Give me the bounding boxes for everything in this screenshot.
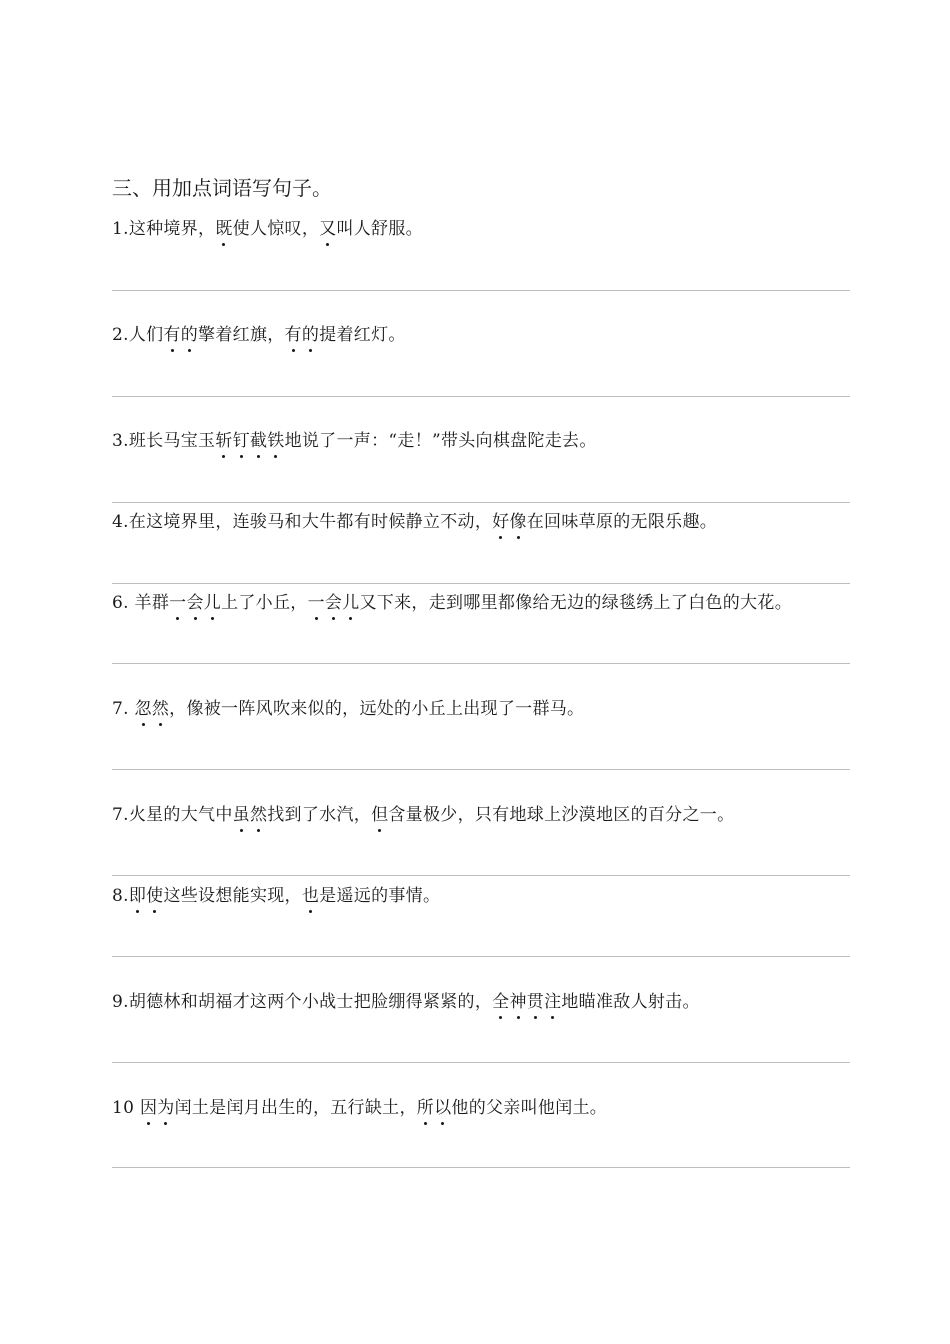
emphasized-char: 有 [284, 325, 302, 345]
sentence-text: 7.火星的大气中 [112, 805, 233, 825]
answer-line [112, 396, 850, 397]
sentence-4 [112, 507, 717, 532]
emphasized-char: 钉 [232, 431, 250, 451]
sentence-text: 提着红灯。 [319, 325, 406, 345]
sentence-text: 2.人们 [112, 325, 164, 345]
emphasized-char: 斩 [215, 431, 233, 451]
emphasized-char: 一 [307, 593, 325, 613]
sentence-3 [112, 426, 597, 451]
sentence-text: 这些设想能实现， [163, 886, 302, 906]
answer-line [112, 875, 850, 876]
emphasized-char: 注 [544, 992, 562, 1012]
emphasized-char: 截 [249, 431, 268, 451]
sentence-text: 4.在这境界里，连骏马和大牛都有时候静立不动， [112, 512, 493, 532]
emphasized-char: 的 [301, 325, 320, 345]
sentence-5 [112, 588, 792, 613]
emphasized-char: 铁 [267, 431, 285, 451]
answer-line [112, 502, 850, 503]
sentence-text: 含量极少，只有地球上沙漠地区的百分之一。 [388, 805, 735, 825]
emphasized-char: 既 [215, 219, 233, 239]
emphasized-char: 神 [509, 992, 527, 1012]
sentence-6 [112, 694, 584, 719]
emphasized-char: 儿 [342, 593, 360, 613]
answer-line [112, 1167, 850, 1168]
answer-line [112, 1062, 850, 1063]
emphasized-char: 所 [416, 1098, 435, 1118]
emphasized-char: 使 [146, 886, 164, 906]
sentence-7 [112, 800, 734, 825]
emphasized-char: 为 [157, 1098, 175, 1118]
sentence-text: 擎着红旗， [198, 325, 285, 345]
sentence-text: ，像被一阵风吹来似的，远处的小丘上出现了一群马。 [169, 699, 585, 719]
exercise-heading: 三、用加点词语写句子。 [112, 176, 332, 200]
answer-line [112, 956, 850, 957]
sentence-text: 1.这种境界， [112, 219, 216, 239]
sentence-text: 地瞄准敌人射击。 [561, 992, 700, 1012]
emphasized-char: 会 [324, 593, 343, 613]
emphasized-char: 会 [186, 593, 204, 613]
sentence-text: 叫人舒服。 [336, 219, 423, 239]
sentence-text: 使人惊叹， [232, 219, 320, 239]
sentence-text: 7. [112, 699, 135, 719]
sentence-text: 是遥远的事情。 [319, 886, 441, 906]
emphasized-char: 然 [151, 699, 170, 719]
sentence-8 [112, 881, 440, 906]
sentence-text: 地说了一声：“走！”带头向棋盘陀走去。 [284, 431, 597, 451]
sentence-text: 8. [112, 886, 129, 906]
emphasized-char: 的 [180, 325, 199, 345]
sentence-text: 他的父亲叫他闰土。 [451, 1098, 608, 1118]
emphasized-char: 也 [301, 886, 320, 906]
sentence-2 [112, 320, 406, 345]
sentence-text: 9.胡德林和胡福才这两个小战士把脸绷得紧紧的， [112, 992, 493, 1012]
sentence-text: 上了小丘， [221, 593, 308, 613]
answer-line [112, 290, 850, 291]
emphasized-char: 以 [434, 1098, 452, 1118]
sentence-text: 又下来，走到哪里都像给无边的绿毯绣上了白色的大花。 [359, 593, 792, 613]
emphasized-char: 像 [509, 512, 527, 532]
emphasized-char: 贯 [526, 992, 545, 1012]
sentence-9 [112, 987, 700, 1012]
sentence-1 [112, 214, 423, 239]
emphasized-char: 忽 [134, 699, 152, 719]
sentence-text: 在回味草原的无限乐趣。 [526, 512, 718, 532]
answer-line [112, 663, 850, 664]
emphasized-char: 但 [371, 805, 389, 825]
emphasized-char: 即 [128, 886, 147, 906]
emphasized-char: 虽 [232, 805, 250, 825]
emphasized-char: 一 [169, 593, 187, 613]
emphasized-char: 然 [249, 805, 268, 825]
emphasized-char: 儿 [203, 593, 222, 613]
sentence-text: 3.班长马宝玉 [112, 431, 216, 451]
sentence-text: 10 [112, 1098, 140, 1118]
sentence-10 [112, 1093, 607, 1118]
emphasized-char: 有 [163, 325, 181, 345]
sentence-text: 6. 羊群 [112, 593, 170, 613]
sentence-text: 闰土是闰月出生的，五行缺土， [174, 1098, 417, 1118]
answer-line [112, 583, 850, 584]
emphasized-char: 又 [319, 219, 337, 239]
sentence-text: 找到了水汽， [267, 805, 372, 825]
answer-line [112, 769, 850, 770]
emphasized-char: 好 [492, 512, 510, 532]
emphasized-char: 因 [139, 1098, 158, 1118]
emphasized-char: 全 [492, 992, 510, 1012]
